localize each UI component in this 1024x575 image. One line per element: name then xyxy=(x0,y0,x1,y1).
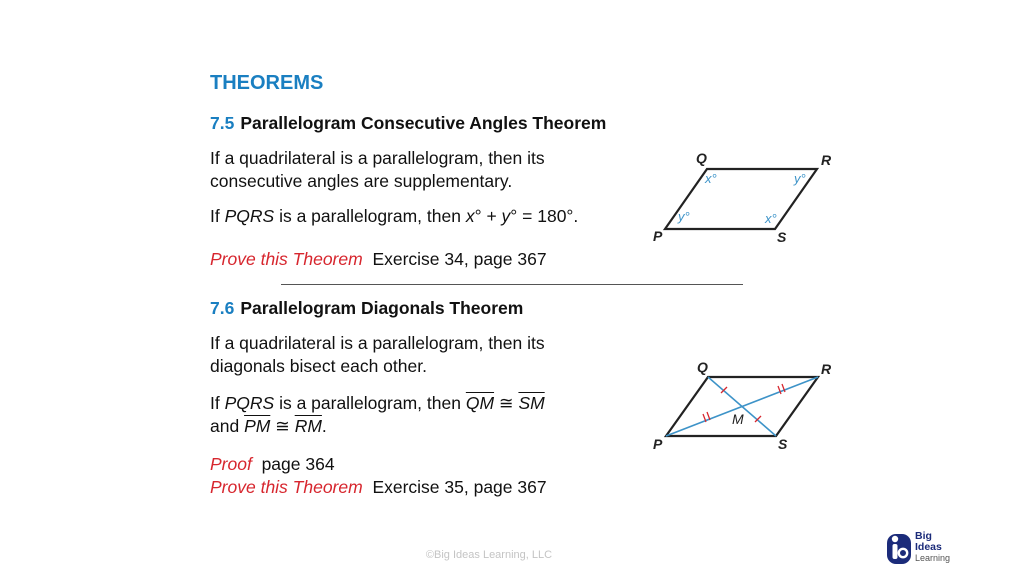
prove-ref: Exercise 34, page 367 xyxy=(372,249,547,269)
stmt-text: If xyxy=(210,393,225,413)
stmt-var-x: x xyxy=(465,206,475,226)
logo-text xyxy=(915,531,950,564)
stmt-text: . xyxy=(321,416,327,436)
segment-qm: $\overline{QM}$ xyxy=(465,393,495,413)
vertex-p: P xyxy=(653,228,663,244)
proof-ref: page 364 xyxy=(261,454,335,474)
copyright-footer: ©Big Ideas Learning, LLC xyxy=(425,549,553,561)
stmt-text: and xyxy=(210,416,245,436)
angle-label-p: y° xyxy=(678,209,690,224)
angle-label-s: x° xyxy=(765,211,777,226)
theorem-7-6-statement xyxy=(210,392,545,438)
stmt-text: ° = 180°. xyxy=(510,206,579,226)
body-line: If a quadrilateral is a parallelogram, then its xyxy=(210,148,545,168)
theorem-7-5-statement xyxy=(210,205,578,228)
segment-pm: $\overline{PM}$ xyxy=(244,416,271,436)
logo-line-big: Big xyxy=(915,530,932,542)
congruent-symbol: ≅ xyxy=(494,393,519,413)
logo-line-ideas: Ideas xyxy=(915,541,942,553)
logo-line-learning: Learning xyxy=(915,553,951,563)
stmt-var-y: y xyxy=(501,206,511,226)
statement-line xyxy=(210,392,545,415)
vertex-s: S xyxy=(777,229,787,245)
stmt-text: ° + xyxy=(474,206,502,226)
theorem-7-5-title xyxy=(210,113,606,134)
vertex-q: Q xyxy=(697,359,708,375)
stmt-pqrs: PQRS xyxy=(224,393,275,413)
theorem-number: 7.6 xyxy=(210,298,235,318)
prove-label: Prove this Theorem xyxy=(210,249,363,269)
segment-rm: $\overline{RM}$ xyxy=(294,416,322,436)
theorem-7-6-proof-refs xyxy=(210,453,547,499)
theorem-7-6-title xyxy=(210,298,523,319)
logo-mark-icon xyxy=(885,530,915,566)
theorem-name: Parallelogram Consecutive Angles Theorem xyxy=(240,113,607,133)
prove-line xyxy=(210,476,547,499)
midpoint-m: M xyxy=(732,411,744,427)
diagonal-qs xyxy=(708,377,776,436)
body-line: diagonals bisect each other. xyxy=(210,356,427,376)
vertex-r: R xyxy=(821,361,832,377)
stmt-text: is a parallelogram, then xyxy=(274,206,466,226)
big-ideas-logo xyxy=(885,528,965,568)
proof-label: Proof xyxy=(210,454,252,474)
theorem-7-5-body xyxy=(210,147,545,193)
vertex-p: P xyxy=(653,436,663,452)
body-line: If a quadrilateral is a parallelogram, then its xyxy=(210,333,545,353)
vertex-q: Q xyxy=(696,150,707,166)
vertex-r: R xyxy=(821,152,832,168)
section-divider xyxy=(281,284,743,285)
segment-sm: $\overline{SM}$ xyxy=(518,393,545,413)
theorem-name: Parallelogram Diagonals Theorem xyxy=(240,298,524,318)
stmt-text: If xyxy=(210,206,225,226)
stmt-pqrs: PQRS xyxy=(224,206,275,226)
parallelogram-angles-figure xyxy=(640,145,850,245)
section-heading: THEOREMS xyxy=(210,72,324,94)
stmt-text: is a parallelogram, then xyxy=(274,393,466,413)
statement-line xyxy=(210,415,545,438)
parallelogram-diagonals-figure xyxy=(640,350,850,460)
prove-ref: Exercise 35, page 367 xyxy=(372,477,547,497)
vertex-s: S xyxy=(778,436,788,452)
body-line: consecutive angles are supplementary. xyxy=(210,171,513,191)
prove-label: Prove this Theorem xyxy=(210,477,363,497)
proof-line xyxy=(210,453,547,476)
congruent-symbol: ≅ xyxy=(270,416,295,436)
angle-label-r: y° xyxy=(794,171,806,186)
theorem-7-5-prove xyxy=(210,248,547,271)
theorem-7-6-body xyxy=(210,332,545,378)
theorem-number: 7.5 xyxy=(210,113,235,133)
angle-label-q: x° xyxy=(705,171,717,186)
